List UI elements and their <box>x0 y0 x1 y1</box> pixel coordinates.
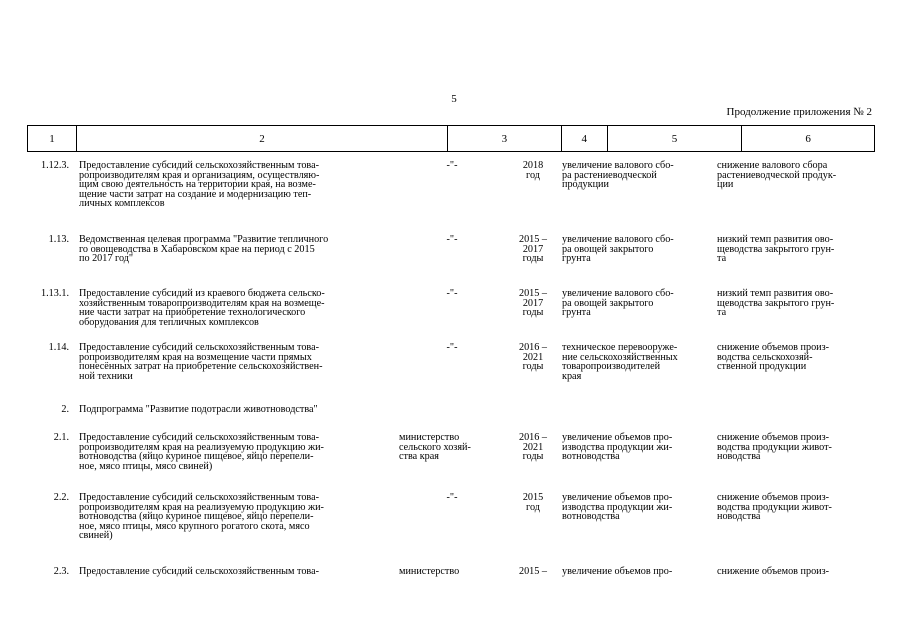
cell-line: Предоставление субсидий сельскохозяйственным това- <box>79 566 320 577</box>
cell-line: ра овощей закрытого <box>562 243 654 255</box>
cell-line: ропроизводителям края на возмещение части прямых <box>79 351 312 363</box>
cell-line: 2016 – <box>518 342 547 353</box>
cell-line: ра растениеводческой <box>562 169 657 181</box>
header-col-6: 6 <box>741 126 874 151</box>
cell-line: Ведомственная целевая программа "Развитие тепличного <box>79 234 329 245</box>
row-period <box>508 567 558 577</box>
cell-line: 2018 <box>522 160 544 171</box>
row-result <box>562 567 712 577</box>
row-period <box>508 289 558 318</box>
cell-line: Предоставление субсидий сельскохозяйственным това- <box>79 432 320 443</box>
row-description <box>79 433 396 471</box>
cell-line: 2017 <box>522 243 544 255</box>
cell-line: вотноводства (яйцо куриное пищевое, яйцо перепели- <box>79 511 314 523</box>
cell-line: год <box>526 501 540 513</box>
row-number: 1.12.3. <box>40 160 69 171</box>
cell-line: увеличение объемов про- <box>562 432 673 443</box>
cell-line: министерство <box>399 566 460 577</box>
cell-line: понесённых затрат на приобретение сельскохозяйствен- <box>79 361 323 373</box>
row-consequence <box>717 567 873 577</box>
cell-line: щеводства закрытого грун- <box>717 243 835 255</box>
row-description <box>79 405 396 415</box>
cell-line: ное, мясо птицы, мясо крупного рогатого скота, мясо <box>79 520 310 532</box>
cell-line: щеводства закрытого грун- <box>717 297 835 309</box>
cell-line: новодства <box>717 451 761 463</box>
row-description <box>79 235 396 264</box>
cell-line: та <box>717 253 727 265</box>
row-description <box>79 343 396 381</box>
cell-line: -"- <box>446 160 458 171</box>
row-number: 2.2. <box>53 492 69 503</box>
cell-line: оборудования для тепличных комплексов <box>79 316 259 328</box>
cell-line: снижение объемов произ- <box>717 432 830 443</box>
cell-line: грунта <box>562 307 591 319</box>
row-executor <box>399 493 505 503</box>
row-period <box>508 493 558 512</box>
cell-line: по 2017 год" <box>79 253 134 265</box>
cell-line: ции <box>717 179 734 191</box>
cell-line: -"- <box>446 288 458 299</box>
cell-line: та <box>717 307 727 319</box>
row-executor <box>399 161 505 171</box>
cell-line: 2015 – <box>518 566 547 577</box>
page-number: 5 <box>451 93 457 105</box>
cell-line: вотноводства <box>562 451 620 463</box>
cell-line: края <box>562 370 582 382</box>
cell-line: увеличение валового сбо- <box>562 288 674 299</box>
row-executor <box>399 567 505 577</box>
row-consequence <box>717 289 873 318</box>
cell-line: 2021 <box>522 351 544 363</box>
row-description <box>79 289 396 327</box>
cell-line: ное, мясо птицы, мясо свиней) <box>79 460 213 472</box>
cell-line: снижение объемов произ- <box>717 342 830 353</box>
cell-line: щение части затрат на создание и модернизацию теп- <box>79 188 312 200</box>
cell-line: увеличение объемов про- <box>562 566 673 577</box>
cell-line: Предоставление субсидий сельскохозяйственным това- <box>79 342 320 353</box>
cell-line: го овощеводства в Хабаровском крае на период с 2015 <box>79 243 315 255</box>
cell-line: ропроизводителям края и организациям, осуществляю- <box>79 169 320 181</box>
cell-line: год <box>526 169 540 181</box>
cell-line: ропроизводителям края на реализуемую продукцию жи- <box>79 441 324 453</box>
cell-line: увеличение объемов про- <box>562 492 673 503</box>
row-result <box>562 493 712 522</box>
cell-line: министерство <box>399 432 460 443</box>
row-result <box>562 433 712 462</box>
row-result <box>562 161 712 190</box>
cell-line: водства сельскохозяй- <box>717 351 813 363</box>
row-result <box>562 289 712 318</box>
cell-line: снижение объемов произ- <box>717 566 830 577</box>
cell-line: вотноводства <box>562 511 620 523</box>
continuation-caption: Продолжение приложения № 2 <box>726 106 872 118</box>
cell-line: свиней) <box>79 530 113 542</box>
cell-line: продукции <box>562 179 609 191</box>
cell-line: ра овощей закрытого <box>562 297 654 309</box>
cell-line: низкий темп развития ово- <box>717 234 834 245</box>
cell-line: Предоставление субсидий сельскохозяйственным това- <box>79 160 320 171</box>
row-consequence <box>717 161 873 190</box>
row-executor <box>399 289 505 299</box>
header-col-3: 3 <box>447 126 561 151</box>
row-number: 1.14. <box>48 342 69 353</box>
header-col-4: 4 <box>561 126 607 151</box>
cell-line: Предоставление субсидий сельскохозяйственным това- <box>79 492 320 503</box>
cell-line: 2015 <box>522 492 544 503</box>
row-consequence <box>717 235 873 264</box>
row-number: 2.1. <box>53 432 69 443</box>
cell-line: -"- <box>446 342 458 353</box>
cell-line: вотноводства (яйцо куриное пищевое, яйцо перепели- <box>79 451 314 463</box>
cell-line: новодства <box>717 511 761 523</box>
row-period <box>508 235 558 264</box>
cell-line: ной техники <box>79 370 133 382</box>
cell-line: -"- <box>446 234 458 245</box>
cell-line: годы <box>522 451 544 463</box>
cell-line: снижение объемов произ- <box>717 492 830 503</box>
cell-line: сельского хозяй- <box>399 441 471 453</box>
cell-line: личных комплексов <box>79 198 165 210</box>
cell-line: ние сельскохозяйственных <box>562 351 678 363</box>
cell-line: ственной продукции <box>717 361 807 373</box>
row-period <box>508 343 558 372</box>
row-number: 2. <box>61 404 69 415</box>
cell-line: водства продукции живот- <box>717 441 832 453</box>
row-number: 1.13.1. <box>40 288 69 299</box>
cell-line: ние части затрат на приобретение технологического <box>79 307 306 319</box>
row-consequence <box>717 493 873 522</box>
cell-line: увеличение валового сбо- <box>562 234 674 245</box>
row-number: 2.3. <box>53 566 69 577</box>
row-period <box>508 433 558 462</box>
row-period <box>508 161 558 180</box>
header-col-5: 5 <box>607 126 742 151</box>
cell-line: 2021 <box>522 441 544 453</box>
header-col-2: 2 <box>76 126 447 151</box>
cell-line: 2017 <box>522 297 544 309</box>
row-consequence <box>717 433 873 462</box>
cell-line: хозяйственным товаропроизводителям края на возмеще- <box>79 297 325 309</box>
cell-line: ропроизводителям края на реализуемую продукцию жи- <box>79 501 324 513</box>
cell-line: изводства продукции жи- <box>562 501 673 513</box>
table-header <box>27 125 875 152</box>
cell-line: техническое перевооруже- <box>562 342 678 353</box>
cell-line: 2015 – <box>518 234 547 245</box>
cell-line: снижение валового сбора <box>717 160 828 171</box>
cell-line: увеличение валового сбо- <box>562 160 674 171</box>
cell-line: годы <box>522 307 544 319</box>
row-result <box>562 235 712 264</box>
cell-line: Предоставление субсидий из краевого бюджета сельско- <box>79 288 325 299</box>
row-description <box>79 493 396 541</box>
cell-line: ства края <box>399 451 439 463</box>
cell-line: годы <box>522 253 544 265</box>
cell-line: годы <box>522 361 544 373</box>
row-description <box>79 567 396 577</box>
cell-line: щим свою деятельность на территории края, на возме- <box>79 179 316 191</box>
cell-line: изводства продукции жи- <box>562 441 673 453</box>
row-result <box>562 343 712 381</box>
row-executor <box>399 433 505 462</box>
row-consequence <box>717 343 873 372</box>
header-col-1: 1 <box>49 132 55 145</box>
row-executor <box>399 235 505 245</box>
cell-line: товаропроизводителей <box>562 361 661 373</box>
row-executor <box>399 343 505 353</box>
cell-line: Подпрограмма "Развитие подотрасли животноводства" <box>79 404 318 415</box>
cell-line: 2016 – <box>518 432 547 443</box>
cell-line: низкий темп развития ово- <box>717 288 834 299</box>
cell-line: -"- <box>446 492 458 503</box>
row-description <box>79 161 396 209</box>
cell-line: водства продукции живот- <box>717 501 832 513</box>
cell-line: грунта <box>562 253 591 265</box>
row-number: 1.13. <box>48 234 69 245</box>
cell-line: растениеводческой продук- <box>717 169 837 181</box>
cell-line: 2015 – <box>518 288 547 299</box>
